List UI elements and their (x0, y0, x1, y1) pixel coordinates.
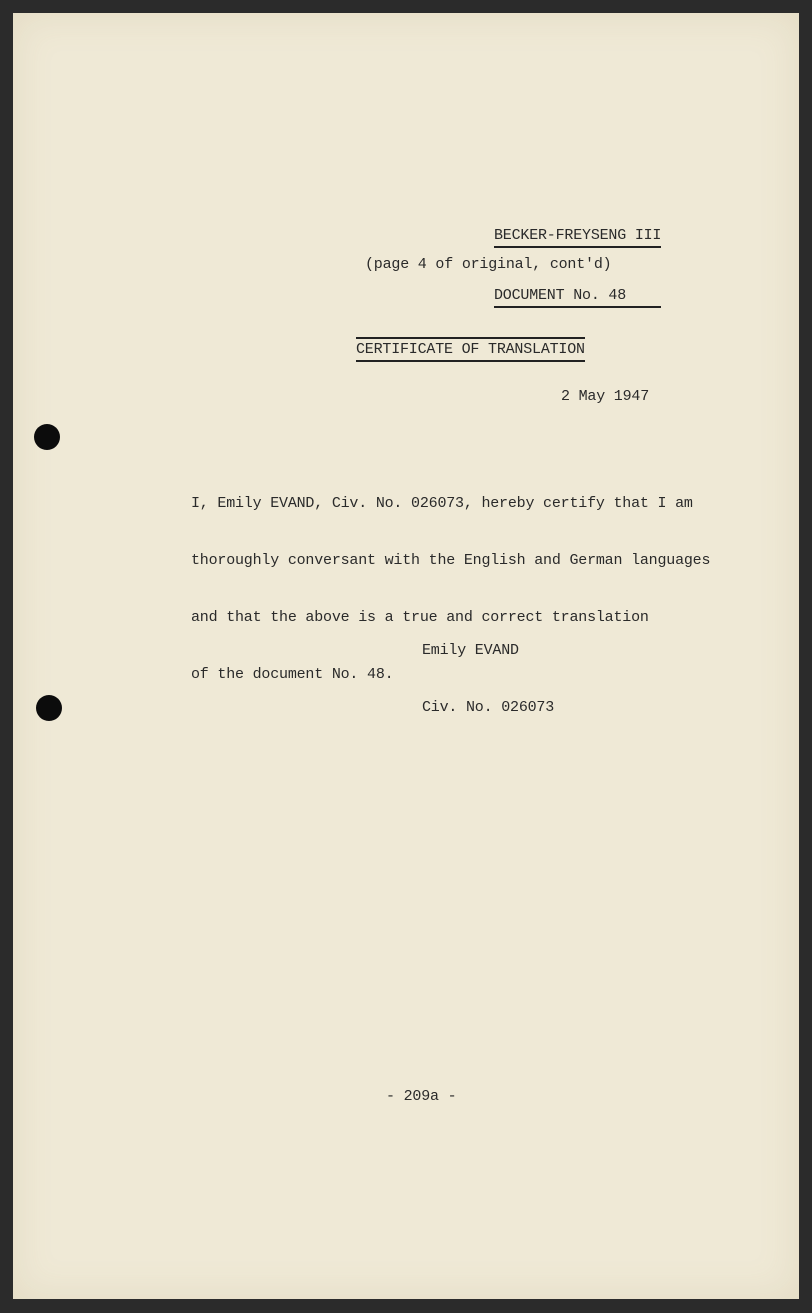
signature-block (422, 603, 554, 755)
body-line: of the document No. 48. (191, 666, 394, 683)
punch-hole (34, 424, 60, 450)
signature-civ-no: Civ. No. 026073 (422, 699, 555, 716)
body-line: thoroughly conversant with the English and German languages (191, 552, 711, 569)
signature-name: Emily EVAND (422, 642, 519, 659)
certificate-date: 2 May 1947 (561, 388, 650, 405)
reference-line-1: BECKER-FREYSENG III (494, 226, 661, 248)
certificate-title: CERTIFICATE OF TRANSLATION (356, 337, 585, 362)
page-note: (page 4 of original, cont'd) (365, 256, 612, 273)
body-line: I, Emily EVAND, Civ. No. 026073, hereby certify that I am (191, 495, 693, 512)
document-page (13, 13, 799, 1299)
page-number: - 209a - (386, 1088, 457, 1105)
body-line: and that the above is a true and correct translation (191, 609, 649, 626)
punch-hole (36, 695, 62, 721)
reference-line-2: DOCUMENT No. 48 (494, 286, 661, 308)
